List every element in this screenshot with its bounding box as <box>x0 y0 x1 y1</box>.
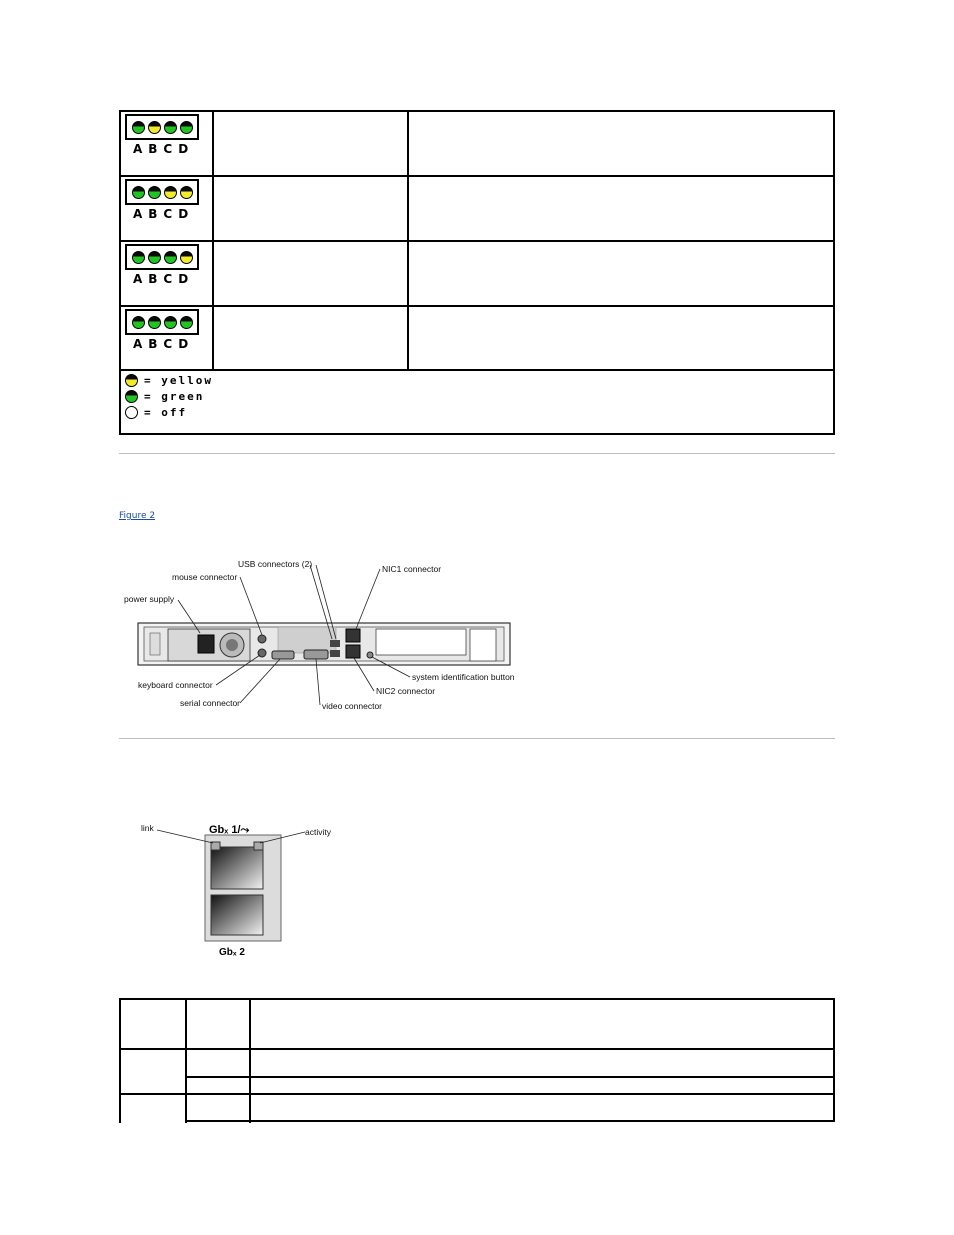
legend-green: = green <box>125 390 204 403</box>
usb-connectors-label: USB connectors (2) <box>238 559 313 569</box>
legend-yellow: = yellow <box>125 374 213 387</box>
yellow-led-icon <box>148 121 161 134</box>
off-led-icon <box>125 406 138 419</box>
led-indicator-group <box>125 309 199 335</box>
nic2-connector-label: NIC2 connector <box>376 686 436 696</box>
led-letters: ABCD <box>133 337 195 351</box>
led-indicator-group <box>125 244 199 270</box>
divider <box>119 738 835 739</box>
green-led-icon <box>132 316 145 329</box>
green-led-icon <box>164 316 177 329</box>
green-led-icon <box>125 390 138 403</box>
nic-indicator-figure <box>135 815 350 965</box>
port2-label: Gbₓ 2 <box>219 947 245 958</box>
green-led-icon <box>148 316 161 329</box>
green-led-icon <box>164 251 177 264</box>
yellow-led-icon <box>180 186 193 199</box>
power-supply-label: power supply <box>124 594 175 604</box>
system-identification-button-label: system identification button <box>412 672 515 682</box>
divider <box>119 453 835 454</box>
led-letters: ABCD <box>133 207 195 221</box>
green-led-icon <box>132 121 145 134</box>
nic1-connector-label: NIC1 connector <box>382 564 442 574</box>
green-led-icon <box>132 251 145 264</box>
green-led-icon <box>148 251 161 264</box>
activity-label: activity <box>305 827 331 837</box>
led-row-4 <box>121 307 833 371</box>
green-led-icon <box>132 186 145 199</box>
led-row-2 <box>121 177 833 242</box>
legend-off: = off <box>125 406 187 419</box>
video-connector-label: video connector <box>322 701 383 711</box>
keyboard-connector-label: keyboard connector <box>138 680 213 690</box>
led-letters: ABCD <box>133 272 195 286</box>
green-led-icon <box>164 121 177 134</box>
green-led-icon <box>180 121 193 134</box>
diagnostic-led-table <box>119 110 835 435</box>
back-panel-figure <box>120 555 520 715</box>
green-led-icon <box>148 186 161 199</box>
led-indicator-group <box>125 179 199 205</box>
mouse-connector-label: mouse connector <box>172 572 238 582</box>
link-label: link <box>141 823 154 833</box>
serial-connector-label: serial connector <box>180 698 241 708</box>
yellow-led-icon <box>180 251 193 264</box>
yellow-led-icon <box>125 374 138 387</box>
yellow-led-icon <box>164 186 177 199</box>
nic-indicator-table <box>119 998 835 1123</box>
led-letters: ABCD <box>133 142 195 156</box>
port1-label: Gbₓ 1/⤳ <box>209 824 250 836</box>
figure-2-link[interactable]: Figure 2 <box>119 511 156 521</box>
led-row-3 <box>121 242 833 307</box>
green-led-icon <box>180 316 193 329</box>
led-indicator-group <box>125 114 199 140</box>
led-row-1 <box>121 112 833 177</box>
